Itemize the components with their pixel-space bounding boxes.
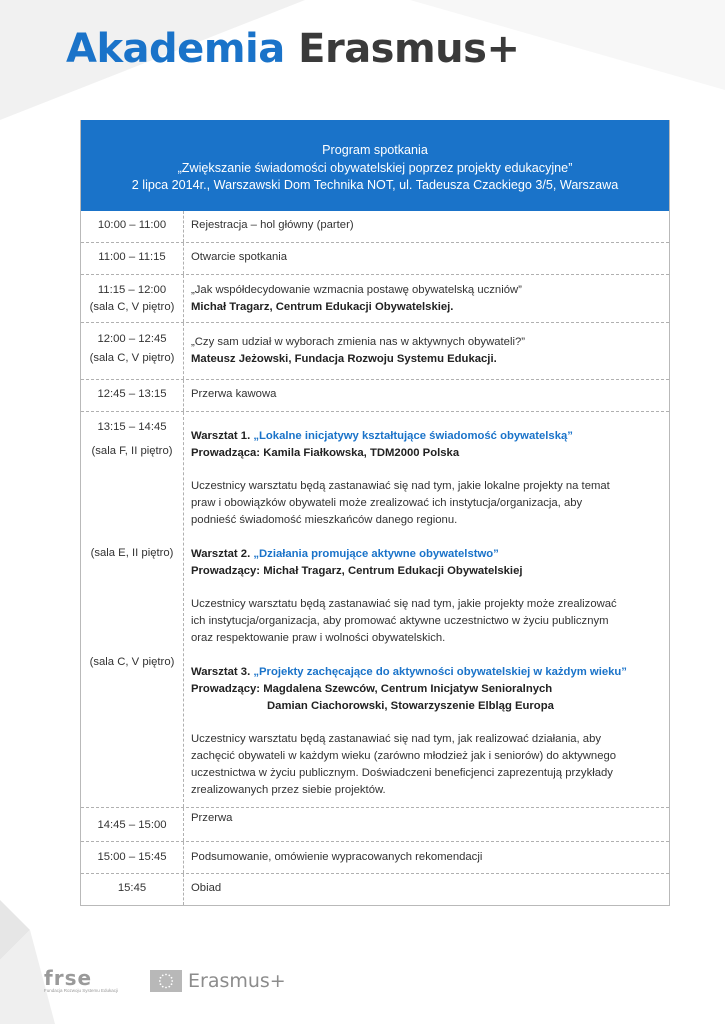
time-cell: 14:45 – 15:00 xyxy=(81,808,184,841)
frse-logo-subtitle: Fundacja Rozwoju Systemu Edukacji xyxy=(44,988,119,993)
frse-logo-text: frse xyxy=(44,966,93,990)
description-line: podnieść świadomość mieszkańców danego regionu. xyxy=(191,514,458,526)
time-cell xyxy=(81,275,184,322)
content-cell: Przerwa xyxy=(191,812,233,824)
description-line: praw i obowiązków obywateli może zrealizować ich instytucja/organizacja, aby xyxy=(191,497,583,509)
workshop-label: Warsztat 2. xyxy=(191,548,254,560)
workshop-title: „Projekty zachęcające do aktywności obywatelskiej w każdym wieku” xyxy=(253,666,627,678)
time-cell: 10:00 – 11:00 xyxy=(81,211,184,242)
table-row xyxy=(81,275,669,323)
program-header-date-venue: 2 lipca 2014r., Warszawski Dom Technika NOT, ul. Tadeusza Czackiego 3/5, Warszawa xyxy=(131,178,619,192)
workshop-lead: Prowadzący: Michał Tragarz, Centrum Edukacji Obywatelskiej xyxy=(191,565,523,577)
workshop-lead: Prowadzący: Magdalena Szewców, Centrum Inicjatyw Senioralnych xyxy=(191,683,553,695)
time-cell xyxy=(81,412,184,807)
program-table xyxy=(80,120,670,906)
content-cell: Przerwa kawowa xyxy=(191,388,277,400)
content-cell xyxy=(184,275,669,322)
time-cell: 11:00 – 11:15 xyxy=(81,243,184,274)
content-cell: Podsumowanie, omówienie wypracowanych rekomendacji xyxy=(191,851,483,863)
description-line: zachęcić obywateli w każdym wieku (zarówno młodzież jak i seniorów) do aktywnego xyxy=(191,750,617,762)
table-row xyxy=(81,874,669,905)
workshop-1 xyxy=(191,428,669,462)
erasmus-plus-logo xyxy=(150,970,286,992)
description-line: Uczestnicy warsztatu będą zastanawiać się nad tym, jakie projekty może zrealizować xyxy=(191,598,617,610)
content-cell: Otwarcie spotkania xyxy=(191,251,288,263)
session-title: „Jak współdecydowanie wzmacnia postawę obywatelską uczniów” xyxy=(191,284,522,296)
workshop-description xyxy=(191,731,669,799)
time-cell: 12:45 – 13:15 xyxy=(81,380,184,411)
time-cell: 15:45 xyxy=(81,874,184,905)
program-header-topic: „Zwiększanie świadomości obywatelskiej poprzez projekty edukacyjne” xyxy=(177,160,573,175)
room-label: (sala C, V piętro) xyxy=(89,656,175,668)
eu-flag-icon xyxy=(150,970,182,992)
brand-title xyxy=(66,26,519,72)
workshop-3 xyxy=(191,664,669,715)
table-row xyxy=(81,842,669,874)
time-cell xyxy=(81,323,184,379)
room-label: (sala C, V piętro) xyxy=(89,301,175,313)
workshop-title: „Działania promujące aktywne obywatelstwo” xyxy=(253,548,499,560)
workshop-label: Warsztat 1. xyxy=(191,430,254,442)
frse-logo xyxy=(44,968,118,993)
description-line: zrealizowanych przez siebie projektów. xyxy=(191,784,386,796)
content-cell xyxy=(184,412,669,807)
room-label: (sala C, V piętro) xyxy=(89,352,175,364)
workshop-lead: Damian Ciachorowski, Stowarzyszenie Elbląg Europa xyxy=(267,700,554,712)
program-header-title: Program spotkania xyxy=(322,143,428,157)
time-cell: 15:00 – 15:45 xyxy=(81,842,184,873)
description-line: oraz respektowanie praw i wolności obywatelskich. xyxy=(191,632,446,644)
workshop-lead: Prowadząca: Kamila Fiałkowska, TDM2000 Polska xyxy=(191,447,460,459)
program-header xyxy=(81,120,669,211)
table-row xyxy=(81,211,669,243)
time-label: 12:00 – 12:45 xyxy=(97,333,167,345)
table-row xyxy=(81,380,669,412)
time-label: 13:15 – 14:45 xyxy=(97,421,167,433)
room-label: (sala E, II piętro) xyxy=(90,547,174,559)
table-row xyxy=(81,323,669,380)
workshop-label: Warsztat 3. xyxy=(191,666,254,678)
table-row xyxy=(81,808,669,842)
table-row xyxy=(81,412,669,808)
content-cell xyxy=(184,323,669,379)
workshop-description xyxy=(191,478,669,529)
table-row xyxy=(81,243,669,275)
brand-part-1: Akademia xyxy=(66,26,285,72)
description-line: Uczestnicy warsztatu będą zastanawiać się nad tym, jak realizować działania, aby xyxy=(191,733,602,745)
description-line: uczestnictwa w życiu publicznym. Doświadczeni beneficjenci zaprezentują przykłady xyxy=(191,767,613,779)
content-cell: Rejestracja – hol główny (parter) xyxy=(191,219,354,231)
session-title: „Czy sam udział w wyborach zmienia nas w aktywnych obywateli?” xyxy=(191,336,526,348)
erasmus-plus-logo-text: Erasmus+ xyxy=(188,970,286,992)
session-speaker: Michał Tragarz, Centrum Edukacji Obywatelskiej. xyxy=(191,301,454,313)
description-line: ich instytucja/organizacja, aby promować aktywne uczestnictwo w życiu publicznym xyxy=(191,615,609,627)
room-label: (sala F, II piętro) xyxy=(91,445,173,457)
workshop-description xyxy=(191,596,669,647)
content-cell: Obiad xyxy=(191,882,222,894)
time-label: 11:15 – 12:00 xyxy=(97,284,167,296)
workshop-title: „Lokalne inicjatywy kształtujące świadomość obywatelską” xyxy=(253,430,573,442)
brand-part-2: Erasmus+ xyxy=(298,26,520,72)
session-speaker: Mateusz Jeżowski, Fundacja Rozwoju Systemu Edukacji. xyxy=(191,353,497,365)
workshop-2 xyxy=(191,546,669,580)
description-line: Uczestnicy warsztatu będą zastanawiać się nad tym, jakie lokalne projekty na temat xyxy=(191,480,610,492)
